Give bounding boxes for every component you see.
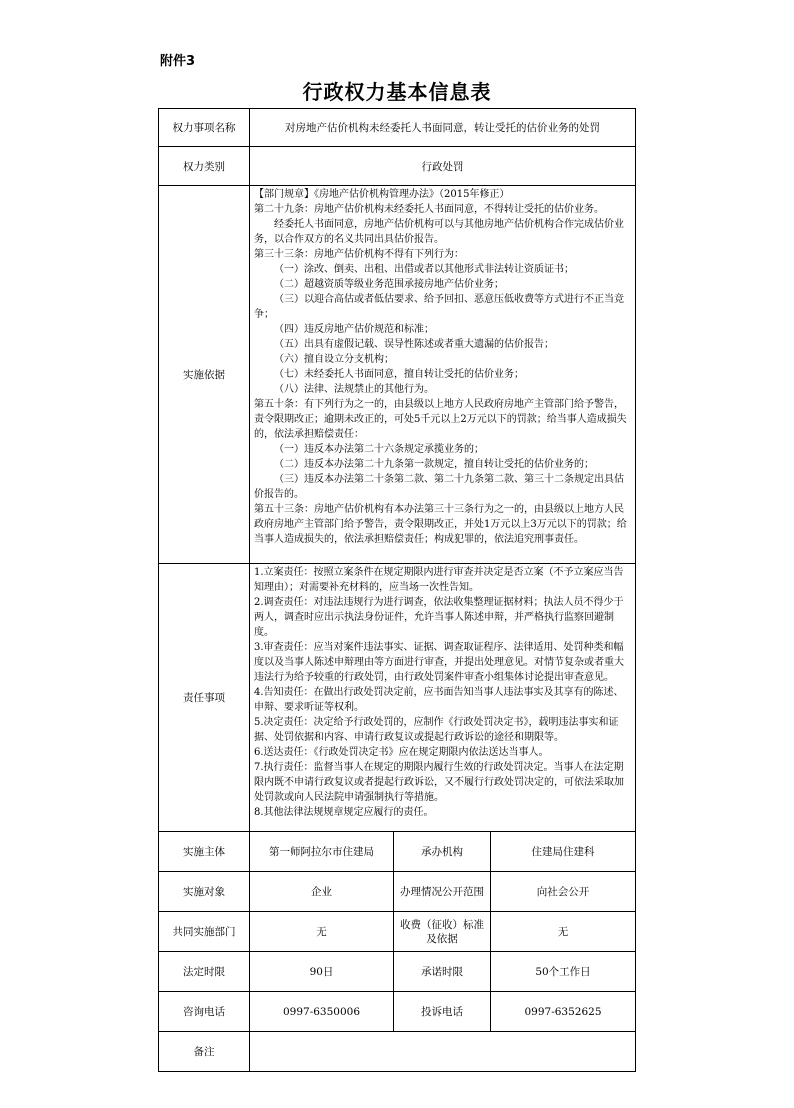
basis-paragraph: 经委托人书面同意，房地产估价机构可以与其他房地产估价机构合作完成估价业务，以合作双方的名义共同出具估价报告。 <box>254 219 624 245</box>
basis-paragraph: （六）擅自设立分支机构； <box>274 354 394 365</box>
duties-text <box>250 564 636 832</box>
basis-paragraph: （三）以迎合高估或者低估要求、给予回扣、恶意压低收费等方式进行不正当竞争； <box>254 294 624 320</box>
disclosure-scope-value: 向社会公开 <box>491 872 636 912</box>
basis-paragraph: 第二十九条：房地产估价机构未经委托人书面同意，不得转让受托的估价业务。 <box>254 204 604 215</box>
table-row <box>159 564 636 832</box>
duty-paragraph: 2.调查责任：对违法违规行为进行调查，依法收集整理证据材料；执法人员不得少于两人，调查时应出示执法身份证件，允许当事人陈述申辩，并严格执行监察回避制度。 <box>254 597 624 638</box>
row-label: 承办机构 <box>394 832 491 872</box>
basis-paragraph: 第五十三条：房地产估价机构有本办法第三十三条行为之一的，由县级以上地方人民政府房地产主管部门给予警告，责令限期改正，并处1万元以上3万元以下的罚款；给当事人造成损失的，依法承担赔偿责任；构成犯罪的，依法追究刑事责任。 <box>254 504 627 545</box>
duty-paragraph: 7.执行责任：监督当事人在规定的期限内履行生效的行政处罚决定。当事人在法定期限内既不申请行政复议或者提起行政诉讼，又不履行行政处罚决定的，可依法采取加处罚款或向人民法院申请强制执行等措施。 <box>254 762 624 803</box>
category-value: 行政处罚 <box>250 147 636 186</box>
row-label: 备注 <box>159 1032 250 1072</box>
row-label: 实施依据 <box>159 186 250 564</box>
row-label: 办理情况公开范围 <box>394 872 491 912</box>
fee-standard-value: 无 <box>491 912 636 952</box>
duty-paragraph: 4.告知责任：在做出行政处罚决定前，应书面告知当事人违法事实及其享有的陈述、申辩、要求听证等权利。 <box>254 687 624 713</box>
info-table <box>158 108 636 1072</box>
basis-paragraph: （三）违反本办法第二十条第二款、第二十九条第二款、第三十二条规定出具估价报告的。 <box>254 474 624 500</box>
table-row <box>159 912 636 952</box>
promised-time-limit-value: 50个工作日 <box>491 952 636 992</box>
row-label: 权力事项名称 <box>159 109 250 147</box>
duty-paragraph: 8.其他法律法规规章规定应履行的责任。 <box>254 807 434 818</box>
duty-paragraph: 6.送达责任：《行政处罚决定书》应在规定期限内依法送达当事人。 <box>254 747 549 758</box>
basis-paragraph: （八）法律、法规禁止的其他行为。 <box>274 384 434 395</box>
table-row <box>159 1032 636 1072</box>
duty-paragraph: 5.决定责任：决定给予行政处罚的，应制作《行政处罚决定书》，载明违法事实和证据、处罚依据和内容、申请行政复议或提起行政诉讼的途径和期限等。 <box>254 717 619 743</box>
handling-agency-value: 住建局住建科 <box>491 832 636 872</box>
basis-text <box>250 186 636 564</box>
attachment-label: 附件3 <box>160 54 196 69</box>
target-value: 企业 <box>250 872 394 912</box>
item-name-value: 对房地产估价机构未经委托人书面同意，转让受托的估价业务的处罚 <box>250 109 636 147</box>
basis-paragraph: 第三十三条：房地产估价机构不得有下列行为： <box>254 249 464 260</box>
basis-paragraph: （一）涂改、倒卖、出租、出借或者以其他形式非法转让资质证书； <box>274 264 574 275</box>
row-label: 投诉电话 <box>394 992 491 1032</box>
table-row <box>159 186 636 564</box>
row-label: 实施对象 <box>159 872 250 912</box>
duty-paragraph: 3.审查责任：应当对案件违法事实、证据、调查取证程序、法律适用、处罚种类和幅度以及当事人陈述申辩理由等方面进行审查，并提出处理意见。对情节复杂或者重大违法行为给予较重的行政处罚，由行政处罚案件审查小组集体讨论提出审查意见。 <box>254 642 624 683</box>
page-title: 行政权力基本信息表 <box>302 80 492 104</box>
table-row <box>159 832 636 872</box>
table-row <box>159 109 636 147</box>
basis-paragraph: 【部门规章】《房地产估价机构管理办法》（2015年修正） <box>254 189 510 200</box>
basis-paragraph: （一）违反本办法第二十六条规定承揽业务的； <box>274 444 484 455</box>
basis-paragraph: （二）超越资质等级业务范围承接房地产估价业务； <box>274 279 504 290</box>
row-label: 实施主体 <box>159 832 250 872</box>
basis-paragraph: （五）出具有虚假记载、误导性陈述或者重大遗漏的估价报告； <box>274 339 554 350</box>
row-label: 法定时限 <box>159 952 250 992</box>
row-label: 咨询电话 <box>159 992 250 1032</box>
remark-value <box>250 1032 636 1072</box>
duty-paragraph: 1.立案责任：按照立案条件在规定期限内进行审查并决定是否立案（不予立案应当告知理由）；对需要补充材料的，应当场一次性告知。 <box>254 567 624 593</box>
basis-paragraph: （四）违反房地产估价规范和标准； <box>274 324 434 335</box>
complaint-phone-value: 0997-6352625 <box>491 992 636 1032</box>
legal-time-limit-value: 90日 <box>250 952 394 992</box>
basis-paragraph: （七）未经委托人书面同意，擅自转让受托的估价业务； <box>274 369 524 380</box>
row-label: 承诺时限 <box>394 952 491 992</box>
basis-paragraph: （二）违反本办法第二十九条第一款规定，擅自转让受托的估价业务的； <box>274 459 594 470</box>
basis-paragraph: 第五十条：有下列行为之一的，由县级以上地方人民政府房地产主管部门给予警告，责令限期改正；逾期未改正的，可处5千元以上2万元以下的罚款；给当事人造成损失的，依法承担赔偿责任： <box>254 399 627 440</box>
row-label: 责任事项 <box>159 564 250 832</box>
row-label: 权力类别 <box>159 147 250 186</box>
row-label: 共同实施部门 <box>159 912 250 952</box>
table-row <box>159 872 636 912</box>
table-row <box>159 147 636 186</box>
row-label: 收费（征收）标准及依据 <box>394 912 491 952</box>
joint-dept-value: 无 <box>250 912 394 952</box>
consult-phone-value: 0997-6350006 <box>250 992 394 1032</box>
subject-value: 第一师阿拉尔市住建局 <box>250 832 394 872</box>
table-row <box>159 952 636 992</box>
table-row <box>159 992 636 1032</box>
